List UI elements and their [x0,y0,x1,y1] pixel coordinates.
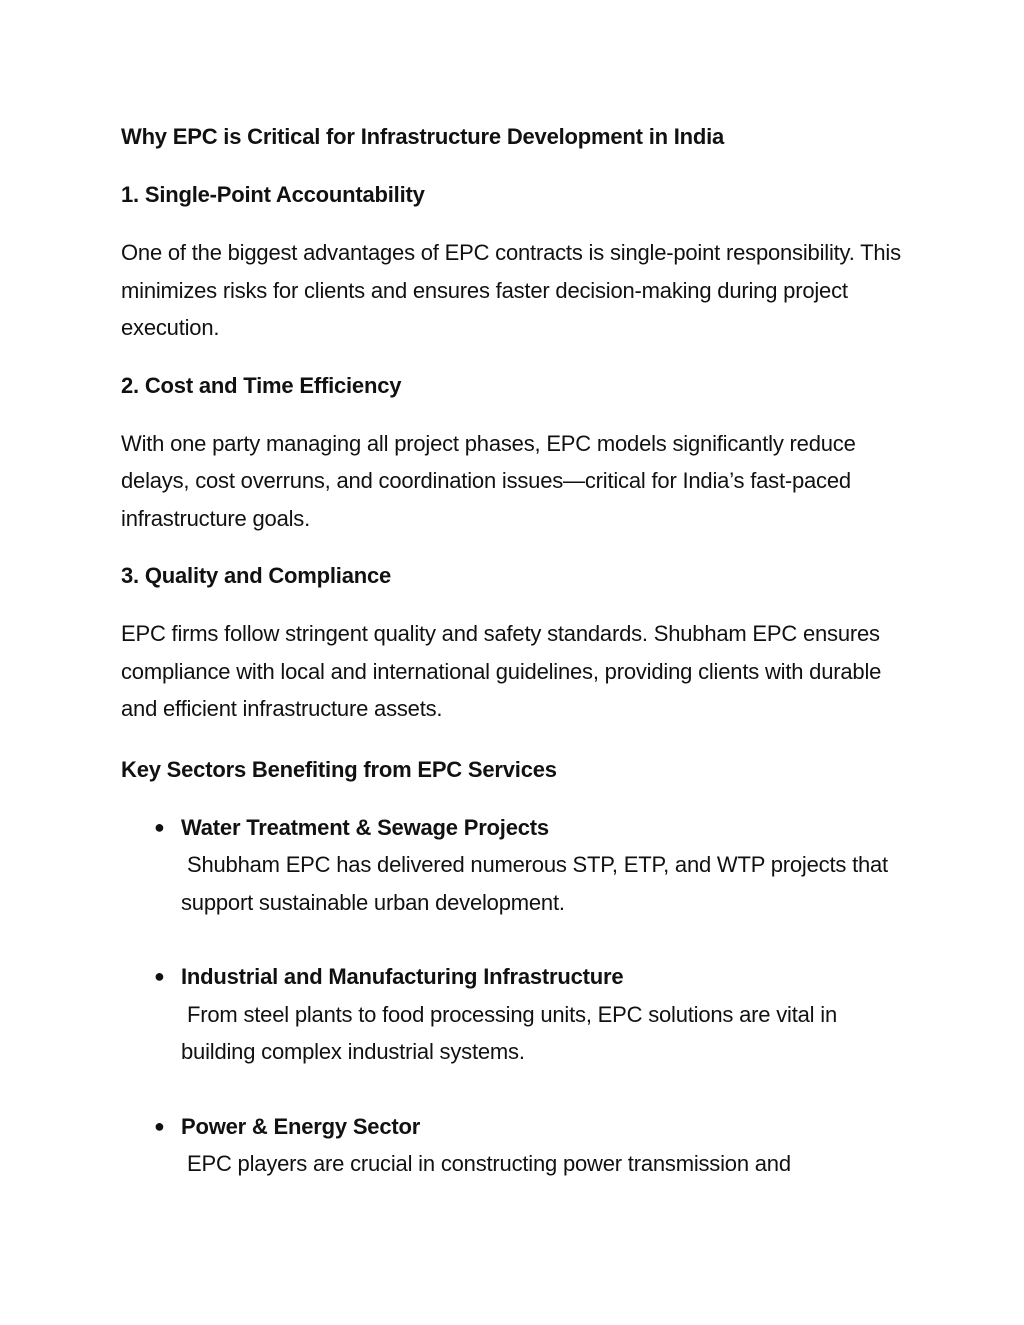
sector-description: EPC players are crucial in constructing power transmission and [187,1151,791,1176]
list-item [121,958,911,1071]
list-item [121,809,911,922]
section-heading-accountability: 1. Single-Point Accountability [121,182,425,207]
section-body-quality: EPC firms follow stringent quality and safety standards. Shubham EPC ensures compliance with local and international guidelines, providing clients with durable and efficient infrastructure assets. [121,621,882,721]
section-heading-quality: 3. Quality and Compliance [121,563,392,588]
section-body-accountability: One of the biggest advantages of EPC contracts is single-point responsibility. This minimizes risks for clients and ensures faster decision-making during project execution. [121,240,901,340]
sector-title: Industrial and Manufacturing Infrastructure [181,964,624,989]
list-item [121,1108,911,1183]
sector-description: From steel plants to food processing units, EPC solutions are vital in building complex industrial systems. [181,1001,837,1064]
section-body-efficiency: With one party managing all project phases, EPC models significantly reduce delays, cost overruns, and coordination issues—critical for India’s fast-paced infrastructure goals. [121,430,856,531]
sector-title: Water Treatment & Sewage Projects [181,814,549,840]
sectors-heading: Key Sectors Benefiting from EPC Services [121,756,557,782]
document-page [121,118,911,1220]
bullet-icon: ● [154,966,165,986]
bullet-icon: ● [154,1115,165,1136]
sector-title: Power & Energy Sector [181,1113,421,1139]
document-title: Why EPC is Critical for Infrastructure Development in India [121,124,725,149]
sectors-list [121,809,911,1183]
sector-description: Shubham EPC has delivered numerous STP, ETP, and WTP projects that support sustainable urban development. [181,852,888,915]
section-heading-efficiency: 2. Cost and Time Efficiency [121,372,402,398]
bullet-icon: ● [154,816,165,837]
